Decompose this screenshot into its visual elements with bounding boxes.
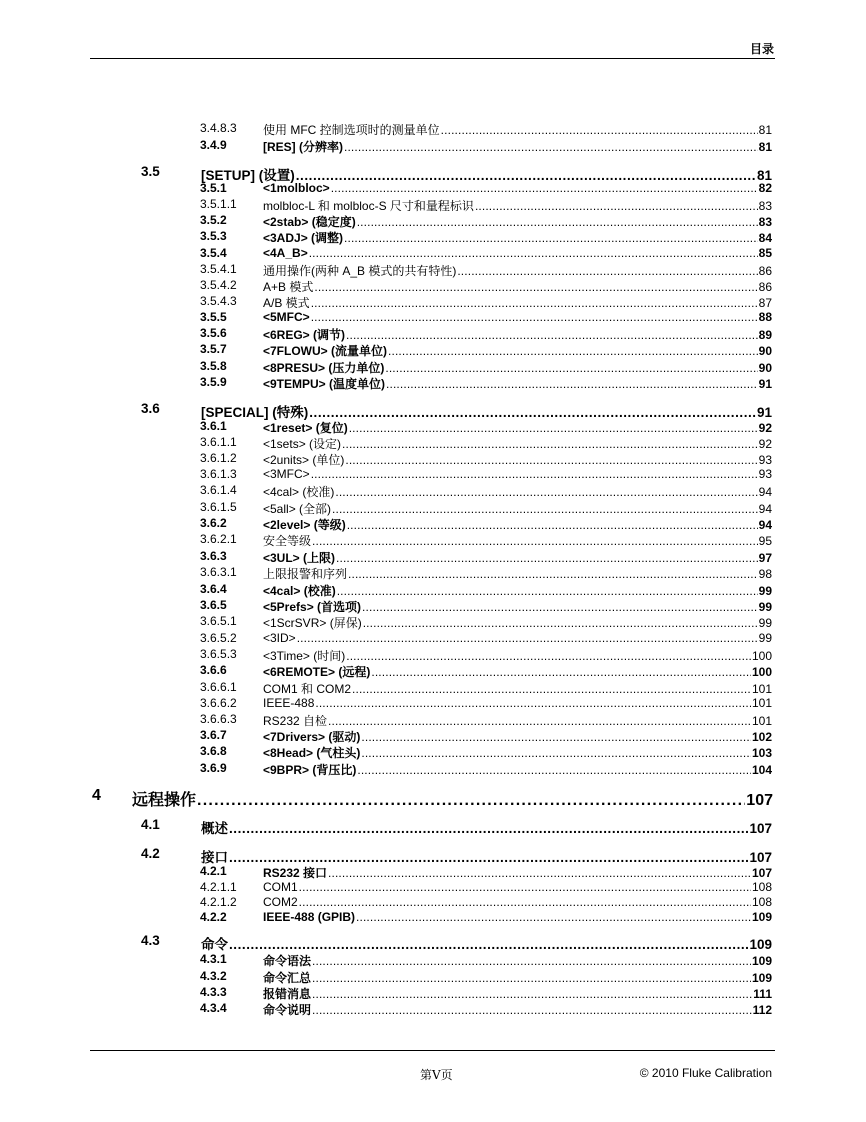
toc-entry-title: <3ID> bbox=[263, 631, 296, 645]
toc-entry-number: 3.6.5.1 bbox=[200, 614, 237, 628]
toc-entry[interactable] bbox=[200, 294, 772, 311]
toc-entry-title: [SPECIAL] (特殊) bbox=[201, 405, 309, 420]
toc-entry-number: 3.6.1 bbox=[200, 419, 227, 433]
toc-entry-title: 命令汇总 bbox=[263, 971, 312, 985]
toc-dot-leader bbox=[312, 1003, 752, 1017]
toc-entry-page: 107 bbox=[749, 850, 772, 865]
toc-entry-page: 93 bbox=[758, 453, 772, 467]
footer-page-number: 第V页 bbox=[420, 1068, 453, 1082]
toc-dot-leader bbox=[311, 310, 758, 324]
toc-entry-number: 4.3.3 bbox=[200, 985, 227, 999]
toc-entry[interactable] bbox=[200, 614, 772, 631]
toc-entry[interactable] bbox=[141, 846, 772, 866]
toc-entry-title: <1ScrSVR> (屏保) bbox=[263, 616, 362, 630]
toc-entry-page: 81 bbox=[758, 140, 772, 154]
toc-dot-leader bbox=[312, 954, 751, 968]
toc-dot-leader bbox=[328, 714, 751, 728]
toc-entry-title: <5MFC> bbox=[263, 310, 310, 324]
toc-dot-leader bbox=[457, 264, 757, 278]
toc-dot-leader bbox=[315, 696, 751, 710]
toc-entry-number: 3.6.3.1 bbox=[200, 565, 237, 579]
toc-dot-leader bbox=[348, 567, 758, 581]
toc-entry[interactable] bbox=[200, 516, 772, 533]
toc-entry[interactable] bbox=[200, 342, 772, 359]
toc-entry-title: <9TEMPU> (温度单位) bbox=[263, 377, 386, 391]
toc-entry-title: COM1 bbox=[263, 880, 298, 894]
toc-dot-leader bbox=[361, 730, 751, 744]
toc-dot-leader bbox=[337, 584, 758, 598]
toc-entry-page: 111 bbox=[753, 987, 772, 1001]
toc-entry-title: <8PRESU> (压力单位) bbox=[263, 361, 385, 375]
toc-entry[interactable] bbox=[141, 817, 772, 837]
toc-entry-title: <4cal> (校准) bbox=[263, 485, 335, 499]
toc-entry-page: 83 bbox=[758, 215, 772, 229]
toc-entry-page: 107 bbox=[749, 821, 772, 836]
toc-entry[interactable] bbox=[200, 910, 772, 924]
toc-entry-title: <7Drivers> (驱动) bbox=[263, 730, 361, 744]
toc-entry-title: 上限报警和序列 bbox=[263, 567, 348, 581]
toc-entry-title: 命令语法 bbox=[263, 954, 312, 968]
toc-entry-number: 4.2.2 bbox=[200, 910, 227, 924]
toc-dot-leader bbox=[362, 600, 758, 614]
toc-dot-leader bbox=[361, 746, 751, 760]
toc-entry-page: 90 bbox=[758, 361, 772, 375]
toc-entry-title: 远程操作 bbox=[132, 792, 197, 809]
toc-entry-title: 概述 bbox=[201, 821, 228, 836]
toc-entry[interactable] bbox=[200, 1001, 772, 1018]
toc-entry-number: 4.2 bbox=[141, 846, 160, 861]
toc-entry-number: 3.6.1.1 bbox=[200, 435, 237, 449]
toc-entry[interactable] bbox=[200, 435, 772, 452]
toc-entry[interactable] bbox=[200, 532, 772, 549]
toc-dot-leader bbox=[311, 467, 758, 481]
toc-entry-title: <5all> (全部) bbox=[263, 502, 332, 516]
toc-entry-page: 99 bbox=[758, 616, 772, 630]
toc-entry[interactable] bbox=[200, 262, 772, 279]
toc-entry-title: 命令 bbox=[201, 937, 228, 952]
toc-entry-page: 92 bbox=[758, 421, 772, 435]
toc-dot-leader bbox=[344, 231, 758, 245]
toc-entry-page: 109 bbox=[751, 971, 772, 985]
toc-entry-number: 3.5 bbox=[141, 164, 160, 179]
toc-entry[interactable] bbox=[200, 467, 772, 481]
toc-dot-leader bbox=[311, 296, 758, 310]
toc-entry-page: 101 bbox=[751, 682, 772, 696]
toc-entry-page: 99 bbox=[758, 631, 772, 645]
toc-dot-leader bbox=[229, 850, 748, 865]
toc-entry-title: <1sets> (设定) bbox=[263, 437, 342, 451]
toc-entry-number: 3.6.6.2 bbox=[200, 696, 237, 710]
toc-entry[interactable] bbox=[200, 278, 772, 295]
toc-dot-leader bbox=[328, 866, 751, 880]
toc-entry-page: 91 bbox=[758, 377, 772, 391]
toc-entry[interactable] bbox=[200, 744, 772, 761]
toc-dot-leader bbox=[371, 665, 751, 679]
toc-entry-page: 94 bbox=[758, 485, 772, 499]
toc-entry[interactable] bbox=[200, 565, 772, 582]
toc-entry-title: <2units> (单位) bbox=[263, 453, 345, 467]
toc-entry-page: 103 bbox=[751, 746, 772, 760]
toc-dot-leader bbox=[356, 910, 751, 924]
toc-entry[interactable] bbox=[200, 864, 772, 881]
toc-entry-number: 3.5.3 bbox=[200, 229, 227, 243]
toc-entry-number: 3.5.1.1 bbox=[200, 197, 237, 211]
toc-entry-number: 3.4.9 bbox=[200, 138, 227, 152]
toc-entry-number: 3.5.5 bbox=[200, 310, 227, 324]
footer-copyright: © 2010 Fluke Calibration bbox=[639, 1066, 772, 1080]
toc-entry[interactable] bbox=[200, 138, 772, 155]
toc-entry[interactable] bbox=[200, 631, 772, 645]
toc-dot-leader bbox=[363, 616, 758, 630]
toc-entry-number: 3.5.4.2 bbox=[200, 278, 237, 292]
toc-entry[interactable] bbox=[200, 483, 772, 500]
toc-entry[interactable] bbox=[200, 375, 772, 392]
toc-entry-number: 4.2.1 bbox=[200, 864, 227, 878]
toc-entry[interactable] bbox=[200, 696, 772, 710]
toc-entry-title: <7FLOWU> (流量单位) bbox=[263, 344, 388, 358]
toc-entry-page: 112 bbox=[752, 1003, 772, 1017]
toc-dot-leader bbox=[312, 987, 752, 1001]
toc-entry-number: 4 bbox=[92, 787, 101, 804]
toc-entry-page: 81 bbox=[758, 123, 772, 137]
toc-entry[interactable] bbox=[200, 880, 772, 894]
toc-dot-leader bbox=[229, 937, 748, 952]
toc-dot-leader bbox=[386, 377, 758, 391]
toc-dot-leader bbox=[299, 895, 751, 909]
toc-entry-page: 98 bbox=[758, 567, 772, 581]
toc-entry[interactable] bbox=[200, 419, 772, 436]
toc-entry[interactable] bbox=[200, 969, 772, 986]
toc-entry-title: molbloc-L 和 molbloc-S 尺寸和量程标识 bbox=[263, 199, 474, 213]
toc-entry-page: 86 bbox=[758, 264, 772, 278]
toc-dot-leader bbox=[345, 453, 757, 467]
toc-entry-title: A/B 模式 bbox=[263, 296, 310, 310]
toc-entry-page: 107 bbox=[751, 866, 772, 880]
toc-entry[interactable] bbox=[200, 229, 772, 246]
toc-entry-title: IEEE-488 bbox=[263, 696, 315, 710]
toc-entry-title: COM1 和 COM2 bbox=[263, 682, 352, 696]
toc-entry-title: 使用 MFC 控制选项时的测量单位 bbox=[263, 123, 440, 137]
toc-entry-title: COM2 bbox=[263, 895, 298, 909]
toc-entry-title: 安全等级 bbox=[263, 534, 312, 548]
toc-dot-leader bbox=[332, 502, 758, 516]
toc-entry[interactable] bbox=[200, 712, 772, 729]
toc-entry-number: 3.6 bbox=[141, 401, 160, 416]
toc-entry-title: <3ADJ> (调整) bbox=[263, 231, 344, 245]
toc-entry-page: 101 bbox=[751, 696, 772, 710]
toc-entry[interactable] bbox=[200, 728, 772, 745]
toc-entry[interactable] bbox=[200, 549, 772, 566]
toc-entry[interactable] bbox=[200, 647, 772, 664]
toc-entry-page: 107 bbox=[746, 792, 773, 809]
toc-entry-number: 3.5.1 bbox=[200, 181, 227, 195]
toc-entry-number: 3.6.5.2 bbox=[200, 631, 237, 645]
toc-entry-page: 82 bbox=[758, 181, 772, 195]
toc-entry[interactable] bbox=[200, 213, 772, 230]
toc-entry-title: <5Prefs> (首选项) bbox=[263, 600, 362, 614]
toc-dot-leader bbox=[357, 215, 758, 229]
toc-dot-leader bbox=[299, 880, 751, 894]
toc-dot-leader bbox=[346, 649, 751, 663]
toc-dot-leader bbox=[336, 551, 758, 565]
toc-entry-page: 91 bbox=[756, 405, 772, 420]
running-header-title: 目录 bbox=[749, 42, 774, 56]
toc-entry-page: 87 bbox=[758, 296, 772, 310]
toc-dot-leader bbox=[385, 361, 757, 375]
toc-dot-leader bbox=[475, 199, 758, 213]
toc-entry[interactable] bbox=[200, 895, 772, 909]
toc-entry[interactable] bbox=[200, 197, 772, 214]
footer-rule bbox=[90, 1050, 775, 1051]
toc-entry-page: 108 bbox=[751, 895, 772, 909]
toc-entry-title: A+B 模式 bbox=[263, 280, 314, 294]
toc-entry-page: 102 bbox=[751, 730, 772, 744]
toc-entry-number: 3.6.1.5 bbox=[200, 500, 237, 514]
toc-entry-title: [RES] (分辨率) bbox=[263, 140, 343, 154]
toc-entry-page: 90 bbox=[758, 344, 772, 358]
toc-entry[interactable] bbox=[200, 121, 772, 138]
toc-dot-leader bbox=[197, 792, 745, 810]
toc-entry-title: <2stab> (稳定度) bbox=[263, 215, 356, 229]
toc-entry-number: 3.5.2 bbox=[200, 213, 227, 227]
toc-entry-number: 3.6.1.4 bbox=[200, 483, 237, 497]
toc-entry-number: 3.5.4.1 bbox=[200, 262, 237, 276]
toc-entry-page: 100 bbox=[751, 665, 772, 679]
toc-entry-page: 100 bbox=[751, 649, 772, 663]
toc-dot-leader bbox=[335, 485, 757, 499]
toc-entry-page: 89 bbox=[758, 328, 772, 342]
toc-entry-number: 3.6.5 bbox=[200, 598, 227, 612]
toc-entry-title: <3MFC> bbox=[263, 467, 310, 481]
toc-entry-page: 97 bbox=[758, 551, 772, 565]
toc-entry-number: 4.3.2 bbox=[200, 969, 227, 983]
toc-entry-number: 3.5.7 bbox=[200, 342, 227, 356]
toc-entry-title: <3Time> (时间) bbox=[263, 649, 346, 663]
toc-entry-page: 109 bbox=[751, 954, 772, 968]
toc-entry-page: 81 bbox=[756, 168, 772, 183]
toc-dot-leader bbox=[349, 421, 758, 435]
toc-entry-number: 4.2.1.2 bbox=[200, 895, 237, 909]
toc-entry[interactable] bbox=[141, 933, 772, 953]
toc-entry-title: <8Head> (气柱头) bbox=[263, 746, 361, 760]
toc-entry-number: 3.6.6.3 bbox=[200, 712, 237, 726]
toc-entry[interactable] bbox=[92, 787, 773, 810]
toc-dot-leader bbox=[312, 534, 758, 548]
toc-entry-page: 101 bbox=[751, 714, 772, 728]
toc-dot-leader bbox=[309, 405, 756, 420]
toc-entry-page: 99 bbox=[758, 584, 772, 598]
toc-entry-number: 4.3 bbox=[141, 933, 160, 948]
toc-entry-number: 3.6.6 bbox=[200, 663, 227, 677]
toc-dot-leader bbox=[314, 280, 757, 294]
toc-entry[interactable] bbox=[200, 680, 772, 697]
toc-entry-number: 3.6.4 bbox=[200, 582, 227, 596]
toc-entry-title: <2level> (等级) bbox=[263, 518, 346, 532]
toc-entry-page: 99 bbox=[758, 600, 772, 614]
toc-entry-number: 3.4.8.3 bbox=[200, 121, 237, 135]
toc-entry-title: 报错消息 bbox=[263, 987, 312, 1001]
toc-dot-leader bbox=[441, 123, 758, 137]
toc-entry-number: 4.2.1.1 bbox=[200, 880, 237, 894]
toc-entry-title: [SETUP] (设置) bbox=[201, 168, 295, 183]
toc-dot-leader bbox=[297, 631, 758, 645]
toc-dot-leader bbox=[342, 437, 758, 451]
toc-entry-number: 3.6.8 bbox=[200, 744, 227, 758]
toc-entry-page: 93 bbox=[758, 467, 772, 481]
toc-entry-title: <1molbloc> bbox=[263, 181, 330, 195]
toc-entry-page: 83 bbox=[758, 199, 772, 213]
toc-entry-title: IEEE-488 (GPIB) bbox=[263, 910, 356, 924]
toc-dot-leader bbox=[357, 763, 751, 777]
toc-dot-leader bbox=[344, 140, 758, 154]
toc-entry-number: 3.6.2.1 bbox=[200, 532, 237, 546]
toc-entry[interactable] bbox=[200, 310, 772, 324]
toc-entry-title: 通用操作(两种 A_B 模式的共有特性) bbox=[263, 264, 457, 278]
toc-entry-number: 3.6.1.2 bbox=[200, 451, 237, 465]
toc-entry-page: 109 bbox=[749, 937, 772, 952]
toc-entry[interactable] bbox=[200, 985, 772, 1002]
toc-entry-number: 3.5.6 bbox=[200, 326, 227, 340]
toc-dot-leader bbox=[229, 821, 748, 836]
toc-dot-leader bbox=[388, 344, 758, 358]
toc-entry-title: 接口 bbox=[201, 850, 228, 865]
toc-entry-page: 92 bbox=[758, 437, 772, 451]
toc-entry-page: 108 bbox=[751, 880, 772, 894]
toc-entry-number: 3.6.2 bbox=[200, 516, 227, 530]
toc-entry-number: 3.5.4 bbox=[200, 246, 227, 260]
toc-entry-page: 95 bbox=[758, 534, 772, 548]
toc-entry-number: 4.3.4 bbox=[200, 1001, 227, 1015]
toc-entry-number: 3.5.9 bbox=[200, 375, 227, 389]
toc-entry[interactable] bbox=[200, 598, 772, 615]
toc-dot-leader bbox=[312, 971, 751, 985]
toc-entry-number: 3.6.6.1 bbox=[200, 680, 237, 694]
toc-entry[interactable] bbox=[200, 359, 772, 376]
toc-entry-page: 104 bbox=[751, 763, 772, 777]
toc-entry-number: 4.3.1 bbox=[200, 952, 227, 966]
toc-entry[interactable] bbox=[200, 582, 772, 599]
toc-dot-leader bbox=[331, 181, 758, 195]
toc-entry-number: 3.6.7 bbox=[200, 728, 227, 742]
toc-entry-page: 94 bbox=[758, 518, 772, 532]
toc-entry[interactable] bbox=[200, 500, 772, 517]
toc-entry-number: 3.6.1.3 bbox=[200, 467, 237, 481]
toc-entry-title: RS232 自检 bbox=[263, 714, 328, 728]
toc-entry-title: 命令说明 bbox=[263, 1003, 312, 1017]
toc-entry-page: 85 bbox=[758, 246, 772, 260]
toc-entry-title: <9BPR> (背压比) bbox=[263, 763, 357, 777]
toc-entry-title: <4A_B> bbox=[263, 246, 308, 260]
toc-entry[interactable] bbox=[200, 181, 772, 195]
toc-entry-number: 3.5.8 bbox=[200, 359, 227, 373]
toc-entry-page: 94 bbox=[758, 502, 772, 516]
toc-entry-title: RS232 接口 bbox=[263, 866, 328, 880]
toc-dot-leader bbox=[352, 682, 751, 696]
toc-entry-number: 3.6.3 bbox=[200, 549, 227, 563]
toc-entry[interactable] bbox=[200, 451, 772, 468]
toc-entry-page: 84 bbox=[758, 231, 772, 245]
toc-entry-title: <3UL> (上限) bbox=[263, 551, 336, 565]
toc-entry-number: 3.6.5.3 bbox=[200, 647, 237, 661]
toc-entry[interactable] bbox=[200, 761, 772, 778]
toc-entry-number: 3.6.9 bbox=[200, 761, 227, 775]
toc-dot-leader bbox=[347, 518, 758, 532]
toc-entry-number: 4.1 bbox=[141, 817, 160, 832]
toc-entry[interactable] bbox=[200, 663, 772, 680]
toc-entry-title: <4cal> (校准) bbox=[263, 584, 336, 598]
toc-entry-page: 109 bbox=[751, 910, 772, 924]
toc-dot-leader bbox=[309, 246, 758, 260]
toc-entry-title: <6REMOTE> (远程) bbox=[263, 665, 371, 679]
toc-entry-number: 3.5.4.3 bbox=[200, 294, 237, 308]
toc-entry-page: 86 bbox=[758, 280, 772, 294]
toc-entry[interactable] bbox=[141, 401, 772, 421]
toc-entry[interactable] bbox=[200, 952, 772, 969]
toc-entry-page: 88 bbox=[758, 310, 772, 324]
toc-entry[interactable] bbox=[200, 246, 772, 260]
toc-dot-leader bbox=[346, 328, 758, 342]
toc-entry-title: <1reset> (复位) bbox=[263, 421, 348, 435]
toc-entry-title: <6REG> (调节) bbox=[263, 328, 346, 342]
toc-entry[interactable] bbox=[200, 326, 772, 343]
